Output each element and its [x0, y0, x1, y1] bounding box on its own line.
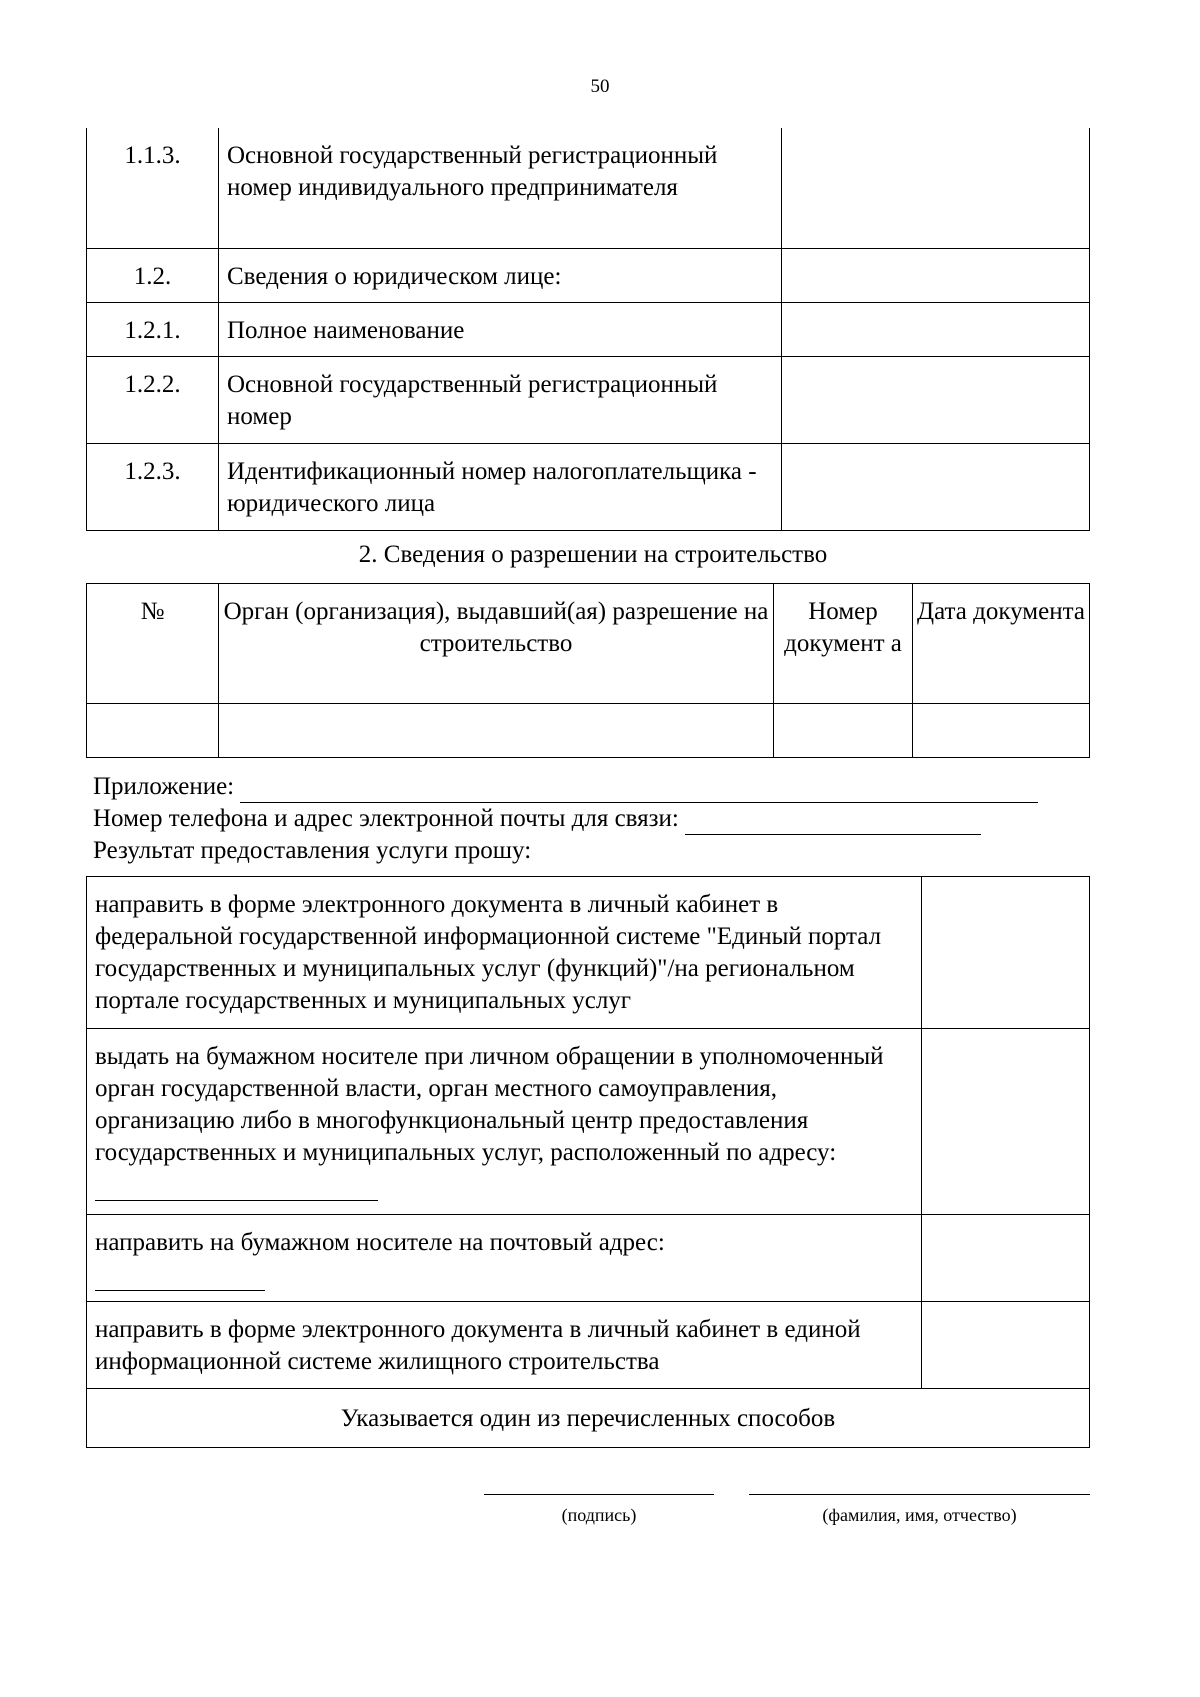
- delivery-option-in-person-text: выдать на бумажном носителе при личном обращении в уполномоченный орган государственной власти, орган местного самоуправления, организацию либо в многофункциональный центр предоставления государственных и муниципальных услуг, расположенный по адресу:: [95, 1043, 884, 1166]
- full-name-field[interactable]: [749, 1494, 1090, 1495]
- table-row: [87, 877, 1090, 1029]
- contact-field[interactable]: [685, 808, 981, 835]
- table-row: [87, 704, 1090, 758]
- column-header-number: №: [87, 584, 219, 704]
- delivery-note: Указывается один из перечисленных способов: [87, 1389, 1090, 1448]
- delivery-option-eisgs: направить в форме электронного документа в личный кабинет в единой информационной системе жилищного строительства: [87, 1302, 922, 1389]
- table-row: [87, 248, 1090, 302]
- delivery-method-table: [86, 876, 1090, 1448]
- table-row: [87, 356, 1090, 443]
- table-row: [87, 128, 1090, 248]
- delivery-option-post: [87, 1215, 922, 1302]
- row-number: 1.1.3.: [87, 128, 219, 248]
- row-number: 1.2.2.: [87, 356, 219, 443]
- row-number: 1.2.: [87, 248, 219, 302]
- permit-table: [86, 583, 1090, 758]
- table-row: [87, 1215, 1090, 1302]
- delivery-option-epgu-checkbox[interactable]: [922, 877, 1090, 1029]
- delivery-option-epgu: направить в форме электронного документа в личный кабинет в федеральной государственной информационной системе "Единый портал государственных и муниципальных услуг (функций)"/на региональном портале государственных и муниципальных услуг: [87, 877, 922, 1029]
- full-name-caption: (фамилия, имя, отчество): [822, 1505, 1017, 1525]
- table-header-row: [87, 584, 1090, 704]
- contact-label: Номер телефона и адрес электронной почты для связи:: [93, 805, 679, 832]
- row-value-field[interactable]: [782, 443, 1090, 530]
- signature-field[interactable]: [484, 1494, 714, 1495]
- office-address-field[interactable]: [95, 1174, 378, 1201]
- table-row: [87, 1302, 1090, 1389]
- column-header-doc-date: Дата документа: [913, 584, 1090, 704]
- row-number: 1.2.1.: [87, 302, 219, 356]
- section-title: 2. Сведения о разрешении на строительство: [358, 541, 828, 568]
- result-label: Результат предоставления услуги прошу:: [93, 837, 532, 864]
- table-row: [87, 1389, 1090, 1448]
- row-value-field[interactable]: [782, 356, 1090, 443]
- table-row: [87, 443, 1090, 530]
- signature-caption: (подпись): [561, 1505, 637, 1525]
- contact-line: [93, 803, 981, 835]
- page-number: 50: [590, 76, 610, 97]
- row-label: Полное наименование: [219, 302, 782, 356]
- row-number: 1.2.3.: [87, 443, 219, 530]
- cell-number-field[interactable]: [87, 704, 219, 758]
- cell-doc-number-field[interactable]: [774, 704, 913, 758]
- row-label: Идентификационный номер налогоплательщика - юридического лица: [219, 443, 782, 530]
- delivery-option-eisgs-checkbox[interactable]: [922, 1302, 1090, 1389]
- attachment-line: [93, 771, 1038, 803]
- attachment-label: Приложение:: [93, 773, 235, 800]
- delivery-option-in-person-checkbox[interactable]: [922, 1029, 1090, 1215]
- row-label: Основной государственный регистрационный номер индивидуального предпринимателя: [219, 128, 782, 248]
- cell-authority-field[interactable]: [219, 704, 774, 758]
- row-label: Основной государственный регистрационный номер: [219, 356, 782, 443]
- delivery-option-post-text: направить на бумажном носителе на почтовый адрес:: [95, 1229, 665, 1256]
- column-header-doc-number: Номер документ а: [774, 584, 913, 704]
- delivery-option-in-person: [87, 1029, 922, 1215]
- cell-doc-date-field[interactable]: [913, 704, 1090, 758]
- row-value-field[interactable]: [782, 128, 1090, 248]
- table-row: [87, 302, 1090, 356]
- row-value-field[interactable]: [782, 248, 1090, 302]
- row-value-field[interactable]: [782, 302, 1090, 356]
- postal-address-field[interactable]: [95, 1264, 265, 1291]
- applicant-details-table: [86, 128, 1090, 531]
- attachment-field[interactable]: [240, 776, 1038, 803]
- table-row: [87, 1029, 1090, 1215]
- delivery-option-post-checkbox[interactable]: [922, 1215, 1090, 1302]
- row-label: Сведения о юридическом лице:: [219, 248, 782, 302]
- column-header-authority: Орган (организация), выдавший(ая) разрешение на строительство: [219, 584, 774, 704]
